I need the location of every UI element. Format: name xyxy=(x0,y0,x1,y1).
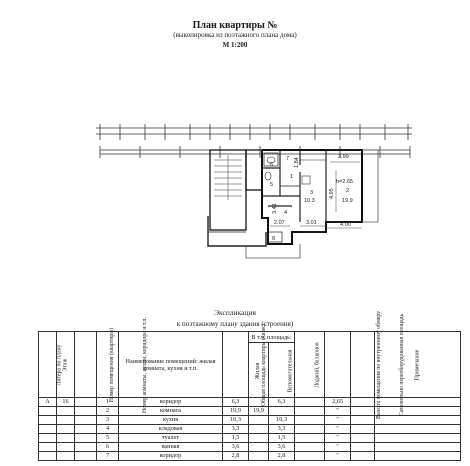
table-cell-aux: 3,6 xyxy=(269,443,295,452)
dim-lines xyxy=(270,162,362,228)
table-cell-litera xyxy=(39,425,57,434)
table-cell-living xyxy=(249,434,269,443)
table-cell-living xyxy=(249,425,269,434)
table-cell-unauth xyxy=(351,443,375,452)
table-cell-note xyxy=(375,407,461,416)
col-header-floor: Этаж xyxy=(57,332,75,398)
table-cell-floor xyxy=(57,425,75,434)
table-cell-height: " xyxy=(325,416,351,425)
table-cell-room xyxy=(75,416,97,425)
table-cell-aux: 2,8 xyxy=(269,452,295,461)
table-cell-unauth xyxy=(351,407,375,416)
table-cell-no: 2 xyxy=(97,407,119,416)
table-cell-loggia xyxy=(295,425,325,434)
table-cell-no: 4 xyxy=(97,425,119,434)
table-cell-height: " xyxy=(325,425,351,434)
dim-label: 4.95 xyxy=(329,188,335,199)
col-header-loggia: Лоджий, балконов xyxy=(295,332,325,398)
table-cell-loggia xyxy=(295,407,325,416)
col-header-height: Высота помещения по внутреннему обмеру xyxy=(325,332,351,398)
table-cell-total: 2,8 xyxy=(223,452,249,461)
plan-subtitle: (выкопировка из поэтажного плана дома) xyxy=(173,31,297,39)
col-header-room-no: Номер помещения (квартиры) xyxy=(75,332,97,398)
room-number: 8 xyxy=(272,236,276,242)
table-cell-note xyxy=(375,425,461,434)
table-cell-loggia xyxy=(295,443,325,452)
table-cell-name: комната xyxy=(119,407,223,416)
table-row xyxy=(39,452,461,461)
table-cell-no: 6 xyxy=(97,443,119,452)
table-cell-note xyxy=(375,452,461,461)
room-number: 5 xyxy=(270,182,274,188)
room-number: 4 xyxy=(284,210,288,216)
table-row xyxy=(39,425,461,434)
table-cell-height: " xyxy=(325,434,351,443)
table-cell-room xyxy=(75,398,97,407)
table-cell-aux: 3,3 xyxy=(269,425,295,434)
col-header-part-no: Номер комнаты, кухни, коридора и т.п. xyxy=(97,332,119,398)
table-cell-unauth xyxy=(351,398,375,407)
room-area: 19.9 xyxy=(342,198,353,204)
table-cell-total: 6,3 xyxy=(223,398,249,407)
table-cell-loggia xyxy=(295,416,325,425)
table-cell-aux xyxy=(269,407,295,416)
table-cell-floor xyxy=(57,443,75,452)
table-cell-unauth xyxy=(351,452,375,461)
room-area: 10.3 xyxy=(304,198,315,204)
plan-scale: М 1:200 xyxy=(222,41,248,49)
table-cell-unauth xyxy=(351,434,375,443)
table-row xyxy=(39,434,461,443)
table-row xyxy=(39,398,461,407)
table-row xyxy=(39,407,461,416)
table-cell-floor: 16 xyxy=(57,398,75,407)
table-cell-total: 19,9 xyxy=(223,407,249,416)
table-cell-note xyxy=(375,416,461,425)
table-cell-room xyxy=(75,407,97,416)
col-header-living: Жилая xyxy=(249,343,269,398)
table-cell-unauth xyxy=(351,416,375,425)
table-cell-height: " xyxy=(325,407,351,416)
table-cell-aux: 10,3 xyxy=(269,416,295,425)
table-cell-floor xyxy=(57,434,75,443)
table-cell-no: 1 xyxy=(97,398,119,407)
table-cell-note xyxy=(375,398,461,407)
table-cell-note xyxy=(375,434,461,443)
table-cell-name: кухня xyxy=(119,416,223,425)
table-cell-note xyxy=(375,443,461,452)
table-cell-litera xyxy=(39,452,57,461)
col-header-aux: Вспомогательная xyxy=(269,343,295,398)
table-cell-room xyxy=(75,443,97,452)
table-cell-unauth xyxy=(351,425,375,434)
table-cell-litera xyxy=(39,407,57,416)
table-cell-total: 3,6 xyxy=(223,443,249,452)
height-label: h=2.65 xyxy=(336,179,353,185)
table-cell-loggia xyxy=(295,434,325,443)
dim-label: 3.01 xyxy=(306,220,317,226)
room-number: 7 xyxy=(286,156,290,162)
col-header-total: Общая площадь квартиры (кв.м.) xyxy=(223,332,249,398)
room-number: 1 xyxy=(290,174,294,180)
table-cell-name: коридор xyxy=(119,398,223,407)
table-cell-living xyxy=(249,443,269,452)
stair-treads xyxy=(214,155,242,200)
table-cell-litera xyxy=(39,434,57,443)
table-cell-no: 3 xyxy=(97,416,119,425)
dim-label: 2.07 xyxy=(274,220,285,226)
table-cell-name: коридор xyxy=(119,452,223,461)
table-cell-room xyxy=(75,434,97,443)
col-header-name: Наименование помещений: жилая комната, кухня и т.п. xyxy=(119,332,223,398)
table-cell-name: туалет xyxy=(119,434,223,443)
table-cell-total: 1,5 xyxy=(223,434,249,443)
table-cell-room xyxy=(75,452,97,461)
apartment-outline xyxy=(262,150,362,244)
dim-label: 1.84 xyxy=(294,157,300,168)
table-cell-floor xyxy=(57,407,75,416)
table-row xyxy=(39,443,461,452)
room-number: 6 xyxy=(270,162,274,168)
col-header-unauth: Самовольно переоборудованная площадь xyxy=(351,332,375,398)
room-number: 2 xyxy=(346,188,350,194)
table-cell-litera xyxy=(39,443,57,452)
table-cell-litera xyxy=(39,416,57,425)
table-cell-floor xyxy=(57,416,75,425)
table-cell-living xyxy=(249,416,269,425)
explication-subtitle: к поэтажному плану здания (строения) xyxy=(176,320,294,328)
room-number: 3 xyxy=(310,190,314,196)
table-row xyxy=(39,416,461,425)
table-cell-loggia xyxy=(295,452,325,461)
table-cell-living: 19,9 xyxy=(249,407,269,416)
table-cell-litera: А xyxy=(39,398,57,407)
table-cell-aux: 1,5 xyxy=(269,434,295,443)
table-cell-no: 5 xyxy=(97,434,119,443)
table-cell-loggia xyxy=(295,398,325,407)
table-cell-total: 3,3 xyxy=(223,425,249,434)
table-cell-height: " xyxy=(325,452,351,461)
explication-title: Экспликация xyxy=(214,308,256,317)
table-cell-name: кладовая xyxy=(119,425,223,434)
table-cell-aux: 6,3 xyxy=(269,398,295,407)
table-cell-height: 2,65 xyxy=(325,398,351,407)
dim-label: 3.41 xyxy=(272,203,278,214)
table-cell-living xyxy=(249,452,269,461)
table-cell-floor xyxy=(57,452,75,461)
lower-left-walls xyxy=(208,216,266,246)
col-header-incl: В т.ч. площадь: xyxy=(249,332,295,343)
dim-label: 4.00 xyxy=(340,222,351,228)
table-cell-no: 7 xyxy=(97,452,119,461)
plan-title: План квартиры № xyxy=(192,20,278,31)
col-header-note: Примечание xyxy=(375,332,461,398)
table-cell-height: " xyxy=(325,443,351,452)
table-cell-room xyxy=(75,425,97,434)
col-header-litera: Литера по плану xyxy=(39,332,57,398)
dimension-ticks xyxy=(100,124,408,140)
dim-label: 3.99 xyxy=(338,154,349,160)
table-cell-name: ванная xyxy=(119,443,223,452)
table-cell-total: 10,3 xyxy=(223,416,249,425)
